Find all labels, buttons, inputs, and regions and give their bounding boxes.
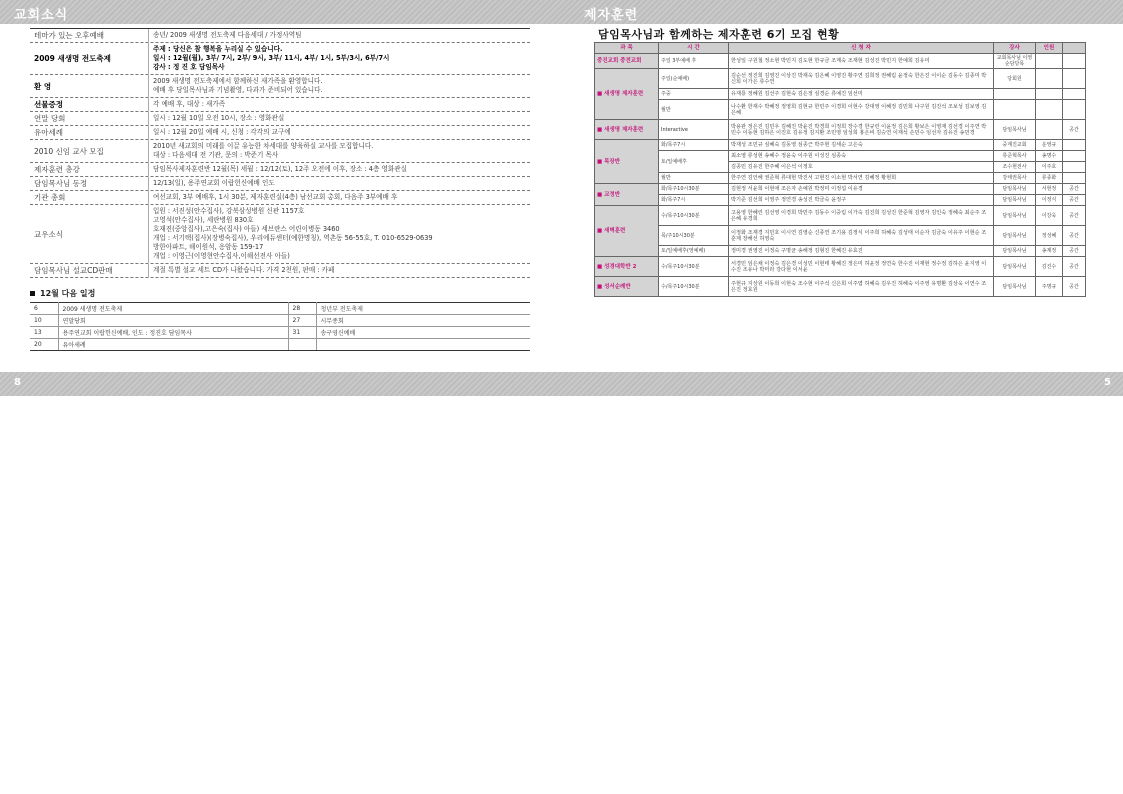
course-teacher: 담임목사님 <box>994 206 1036 226</box>
course-teacher: 담임목사님 <box>994 257 1036 277</box>
course-leader <box>1036 100 1063 120</box>
applicant-names: 한주연 김인해 권준혁 류대현 박진서 고현진 이소현 박서연 김혜정 황현희 <box>729 173 994 184</box>
news-line: 개업 : 서기택(집사)(장병숙집사), 우리에듀센터(예한명칭), 역촌동 56-55호, T. 010-6529-0639 <box>153 234 433 242</box>
course-time: 월반 <box>659 173 729 184</box>
training-row <box>595 69 1086 89</box>
applicant-names: 김종민 김유진 한주혜 이은석 이정호 <box>729 162 994 173</box>
news-line: 2009 새생명 전도축제에서 함께하신 새가족을 환영합니다. <box>153 77 323 85</box>
course-leader <box>1036 89 1063 100</box>
applicant-names: 이정화 조재경 지민호 이시연 김영순 신종연 조기용 김정식 이주희 허혜숙 김성태 이순자 김금숙 이유주 이현순 조훈제 장해선 허영숙 <box>729 226 994 246</box>
schedule-row <box>30 327 530 339</box>
news-line: 담임목사제자훈련반 12월(목) 세월 : 12/12(토), 12주 오전에 이후, 장소 : 4층 영화관실 <box>153 165 407 173</box>
schedule-row <box>30 303 530 315</box>
course-teacher: 담임목사님 <box>994 226 1036 246</box>
course-place: 공간 <box>1063 257 1086 277</box>
schedule-date: 31 <box>288 327 316 339</box>
schedule-date: 28 <box>288 303 316 315</box>
applicant-names: 서경민 임은채 이정숙 김은경 이성민 이현태 황혜진 정은미 허윤정 정연숙 한수진 이재현 정수정 김하은 윤지영 이수진 조유나 박미라 강다현 이서윤 <box>729 257 994 277</box>
training-header-cell: 과 목 <box>595 43 659 54</box>
news-line: 일시 : 12월(월), 3부/ 7시, 2부/ 9시, 3부/ 11시, 4부/ 1시, 5부/3시, 6부/7시 <box>153 54 390 62</box>
schedule-event <box>316 339 530 351</box>
course-time: 목/주10시30분 <box>659 226 729 246</box>
course-teacher: 담임목사님 <box>994 277 1036 297</box>
course-time: 주일 3부예배 후 <box>659 54 729 69</box>
course-place <box>1063 173 1086 184</box>
news-value <box>148 205 530 263</box>
news-value <box>148 29 530 42</box>
news-row <box>30 163 530 177</box>
news-line: 개업 : 이영근(이영현안수집사,이해선전사 아들) <box>153 252 290 260</box>
course-leader: 이정식 <box>1036 195 1063 206</box>
schedule-event: 유아세례 <box>58 339 288 351</box>
course-place: 공간 <box>1063 246 1086 257</box>
news-row <box>30 140 530 163</box>
course-leader: 김진수 <box>1036 257 1063 277</box>
news-label: 2010 신임 교사 모집 <box>34 146 104 156</box>
training-header-cell: 신 청 자 <box>729 43 994 54</box>
course-name: ■ 성경대학반 2 <box>595 257 659 277</box>
course-leader <box>1036 54 1063 69</box>
training-header-cell: 시 간 <box>659 43 729 54</box>
course-place: 공간 <box>1063 226 1086 246</box>
course-time: 수/목주10시30분 <box>659 277 729 297</box>
course-teacher: 류준혁목사 <box>994 151 1036 162</box>
news-label: 담임목사님 동정 <box>34 179 88 188</box>
applicant-names: 최소영 류성현 송혜수 정윤숙 이주원 이성진 심종숙 <box>729 151 994 162</box>
applicant-names: 박기준 김선희 이영주 정연경 송성진 박금숙 윤정구 <box>729 195 994 206</box>
bullet-square-icon <box>30 291 35 296</box>
course-teacher: 담임목사님 <box>994 195 1036 206</box>
applicant-names: 김순선 정진희 김영진 이상진 박재욱 김은혜 이영진 황주연 김희정 권혜림 윤정숙 한은진 이이순 김동수 김종미 박신희 이가은 류수연 <box>729 69 994 89</box>
news-line: 방한아파트, 해이원석, 응암동 159-17 <box>153 243 264 251</box>
training-header-cell <box>1063 43 1086 54</box>
course-time: 화/목주7시 <box>659 140 729 151</box>
top-banner <box>0 0 1123 24</box>
news-value <box>148 163 530 176</box>
course-place <box>1063 162 1086 173</box>
course-place: 공간 <box>1063 206 1086 226</box>
schedule-event: 용주연교회 이랍헌신예배, 인도 : 정진호 담임목사 <box>58 327 288 339</box>
training-title: 담임목사님과 함께하는 제자훈련 6기 모집 현황 <box>598 28 840 41</box>
right-page-number: 5 <box>1104 377 1111 388</box>
news-line: 주제 : 당신은 참 행복을 누리실 수 있습니다. <box>153 45 283 53</box>
schedule-date <box>288 339 316 351</box>
course-teacher: 담임목사님 <box>994 246 1036 257</box>
course-name: ■ 교정반 <box>595 184 659 206</box>
course-time: 토/일예배후(영예배) <box>659 246 729 257</box>
course-leader: 송계정 <box>1036 246 1063 257</box>
news-label: 유아세례 <box>34 128 63 137</box>
news-value <box>148 98 530 111</box>
course-place <box>1063 151 1086 162</box>
applicant-names: 박용관 정은진 김민우 김혜진 박윤진 박경희 이정희 장수경 한규린 이윤정 김은희 황보은 이영재 김선경 이주연 박민수 이동현 김하은 이진호 김유정 김지환 조민영 임성희 홍은비 김승연 이재석 손민수 임선자 김유진 송민경 <box>729 120 994 140</box>
course-leader: 이주호 <box>1036 162 1063 173</box>
news-label: 2009 새생명 전도축제 <box>34 54 111 63</box>
news-row <box>30 205 530 264</box>
training-table <box>594 42 1086 297</box>
training-header-cell: 인원 <box>1036 43 1063 54</box>
schedule-date: 13 <box>30 327 58 339</box>
course-name: ■ 새벽훈련 <box>595 206 659 257</box>
schedule-event: 청년부 전도축제 <box>316 303 530 315</box>
course-teacher: 중계진교회 <box>994 140 1036 151</box>
course-leader: 주명규 <box>1036 277 1063 297</box>
news-value <box>148 112 530 125</box>
training-row <box>595 184 1086 195</box>
news-label: 기관 총회 <box>34 193 66 202</box>
news-line: 12/13(일), 용주연교회 이랍헌신예배 인도 <box>153 179 275 187</box>
news-line: 2010년 새교회의 미래를 이끌 유능한 차세대를 양육하실 교사를 모집합니다. <box>153 142 374 150</box>
training-section <box>594 26 1086 297</box>
news-line: 입원 : 서진성(안수집사), 강북삼성병원 신관 1157호 <box>153 207 305 215</box>
course-time: 토/일예배후 <box>659 151 729 173</box>
schedule-event: 2009 새생명 전도축제 <box>58 303 288 315</box>
training-row <box>595 195 1086 206</box>
news-label: 환 영 <box>34 81 52 91</box>
course-leader: 류종화 <box>1036 173 1063 184</box>
news-line: 대상 : 다음세대 전 기관, 문의 : 박준기 목사 <box>153 151 279 159</box>
news-row <box>30 98 530 112</box>
course-place <box>1063 54 1086 69</box>
training-row <box>595 206 1086 226</box>
training-row <box>595 257 1086 277</box>
training-row <box>595 140 1086 151</box>
news-list <box>30 28 530 278</box>
bottom-banner <box>0 372 1123 396</box>
course-place <box>1063 140 1086 151</box>
applicant-names: 나수환 한재수 박혜정 정영희 김현규 한민주 이경희 이현수 강대영 이혜정 김민희 나구원 김진석 조보성 김보영 김은혜 <box>729 100 994 120</box>
news-value <box>148 264 530 277</box>
news-row <box>30 191 530 205</box>
course-leader: 이강욱 <box>1036 206 1063 226</box>
course-time: 화/목주7시 <box>659 195 729 206</box>
news-label: 선물증정 <box>34 100 63 109</box>
course-leader: 서현정 <box>1036 184 1063 195</box>
news-line: 계절 특별 설교 세트 CD가 나왔습니다. 가격 2천원, 판매 : 카페 <box>153 266 335 274</box>
course-place: 공간 <box>1063 120 1086 140</box>
course-time: 수/목주10시30분 <box>659 257 729 277</box>
news-line: 예배 후 당일목사님과 기념촬영, 다과가 준비되어 있습니다. <box>153 86 323 94</box>
course-leader: 운영규 <box>1036 140 1063 151</box>
course-name: 중진교회 중전교회 <box>595 54 659 69</box>
applicant-names: 한성일 구원철 정소현 박민지 김도현 한규금 조계숙 조재현 김성진 박민지 한예희 김유미 <box>729 54 994 69</box>
news-value <box>148 140 530 162</box>
schedule-event: 연말당회 <box>58 315 288 327</box>
news-line: 송년/ 2009 새생명 전도축제 다음세대 / 가정사역팀 <box>153 31 302 39</box>
course-leader <box>1036 120 1063 140</box>
training-row <box>595 173 1086 184</box>
news-value <box>148 191 530 204</box>
course-place <box>1063 89 1086 100</box>
left-section-title: 교회소식 <box>14 8 69 23</box>
news-row <box>30 28 530 43</box>
course-leader: 송명수 <box>1036 151 1063 162</box>
news-line: 일시 : 12월 20일 예배 시, 신청 : 각각의 교구에 <box>153 128 291 136</box>
course-place: 공간 <box>1063 277 1086 297</box>
training-row <box>595 277 1086 297</box>
church-news-section <box>30 28 530 351</box>
training-row <box>595 226 1086 246</box>
news-value <box>148 43 530 74</box>
course-teacher <box>994 89 1036 100</box>
news-row <box>30 126 530 140</box>
course-place <box>1063 69 1086 89</box>
course-leader: 정성혜 <box>1036 226 1063 246</box>
applicant-names: 정미경 권영진 이정숙 구명균 송해정 김형진 한혜진 유효진 <box>729 246 994 257</box>
news-line: 각 예배 후, 대상 : 새가족 <box>153 100 226 108</box>
course-name: ■ 새생명 제자훈련 <box>595 120 659 140</box>
applicant-names: 유재룡 정혜원 김선주 김현숙 김은정 심경순 류예진 임선미 <box>729 89 994 100</box>
course-teacher: 조수현전사 <box>994 162 1036 173</box>
schedule-date: 27 <box>288 315 316 327</box>
course-time: Interactive <box>659 120 729 140</box>
course-time: 화/목주10시30분 <box>659 184 729 195</box>
course-place: 공간 <box>1063 184 1086 195</box>
schedule-date: 6 <box>30 303 58 315</box>
course-teacher: 강태권목사 <box>994 173 1036 184</box>
news-label: 담임목사님 설교CD판매 <box>34 266 113 275</box>
course-name: ■ 새생명 제자훈련 <box>595 69 659 120</box>
course-time: 월반 <box>659 100 729 120</box>
course-place: 공간 <box>1063 195 1086 206</box>
course-name: ■ 성서순례반 <box>595 277 659 297</box>
news-line: 고영석(안수집사), 세란병원 830호 <box>153 216 254 224</box>
schedule-date: 10 <box>30 315 58 327</box>
news-line: 여선교회, 3부 예배후, 1시 30분, 제자훈련실(4층) 남선교회 총회, 다음주 3부예배 후 <box>153 193 398 201</box>
news-label: 교우소식 <box>34 229 63 239</box>
training-row <box>595 151 1086 162</box>
training-row <box>595 89 1086 100</box>
news-row <box>30 112 530 126</box>
schedule-table <box>30 302 530 351</box>
schedule-title: 12월 다음 일정 <box>40 288 96 298</box>
training-row <box>595 54 1086 69</box>
schedule-date: 20 <box>30 339 58 351</box>
news-row <box>30 43 530 75</box>
news-line: 강사 : 정 진 호 담임목사 <box>153 63 225 71</box>
applicant-names: 김현정 서윤희 이현애 조은자 손예원 박정미 이정섭 이유경 <box>729 184 994 195</box>
applicant-names: 박재성 조민규 심혜숙 김동영 심종근 박주현 김세순 고은숙 <box>729 140 994 151</box>
news-value <box>148 126 530 139</box>
news-line: 호재진(중앙집사),고은숙(집사) 아들) 세브란스 어린이병동 3460 <box>153 225 340 233</box>
course-time: 주중 <box>659 89 729 100</box>
applicant-names: 주현규 지상원 이동희 이현숙 조수현 이주석 신은희 이주엽 허혜숙 김우진 허혜숙 이주영 유명환 김상욱 이연수 조은진 정효원 <box>729 277 994 297</box>
course-name: ■ 목장반 <box>595 140 659 184</box>
news-row <box>30 177 530 191</box>
course-time: 수/목주10시30분 <box>659 206 729 226</box>
schedule-row <box>30 315 530 327</box>
course-time: 주일(순예배) <box>659 69 729 89</box>
training-row <box>595 120 1086 140</box>
news-value <box>148 177 530 190</box>
schedule-heading <box>30 286 530 300</box>
news-row <box>30 75 530 98</box>
course-leader <box>1036 69 1063 89</box>
course-teacher: 당회원 <box>994 69 1036 89</box>
course-teacher: 교회목사님 이영순담당목 <box>994 54 1036 69</box>
news-line: 일시 : 12월 10일 오전 10시, 장소 : 영화관실 <box>153 114 285 122</box>
schedule-row <box>30 339 530 351</box>
course-place <box>1063 100 1086 120</box>
news-label: 제자훈련 총강 <box>34 165 80 174</box>
course-teacher <box>994 100 1036 120</box>
applicant-names: 고용영 한혜린 김선영 이경희 박민주 김동수 이중림 이가숙 김진희 김성진 한준혁 김영자 김인숙 정혜숙 최순주 조은혜 유경희 <box>729 206 994 226</box>
training-row <box>595 246 1086 257</box>
schedule-event: 시무종회 <box>316 315 530 327</box>
course-teacher: 담임목사님 <box>994 120 1036 140</box>
schedule-event: 송구영신예배 <box>316 327 530 339</box>
training-header-cell: 강사 <box>994 43 1036 54</box>
news-label: 연말 당회 <box>34 114 66 123</box>
course-teacher: 담임목사님 <box>994 184 1036 195</box>
left-page-number: 8 <box>14 377 21 388</box>
news-row <box>30 264 530 278</box>
training-row <box>595 100 1086 120</box>
right-section-title: 제자훈련 <box>584 8 639 23</box>
news-value <box>148 75 530 97</box>
news-label: 테마가 있는 오후예배 <box>34 31 104 40</box>
